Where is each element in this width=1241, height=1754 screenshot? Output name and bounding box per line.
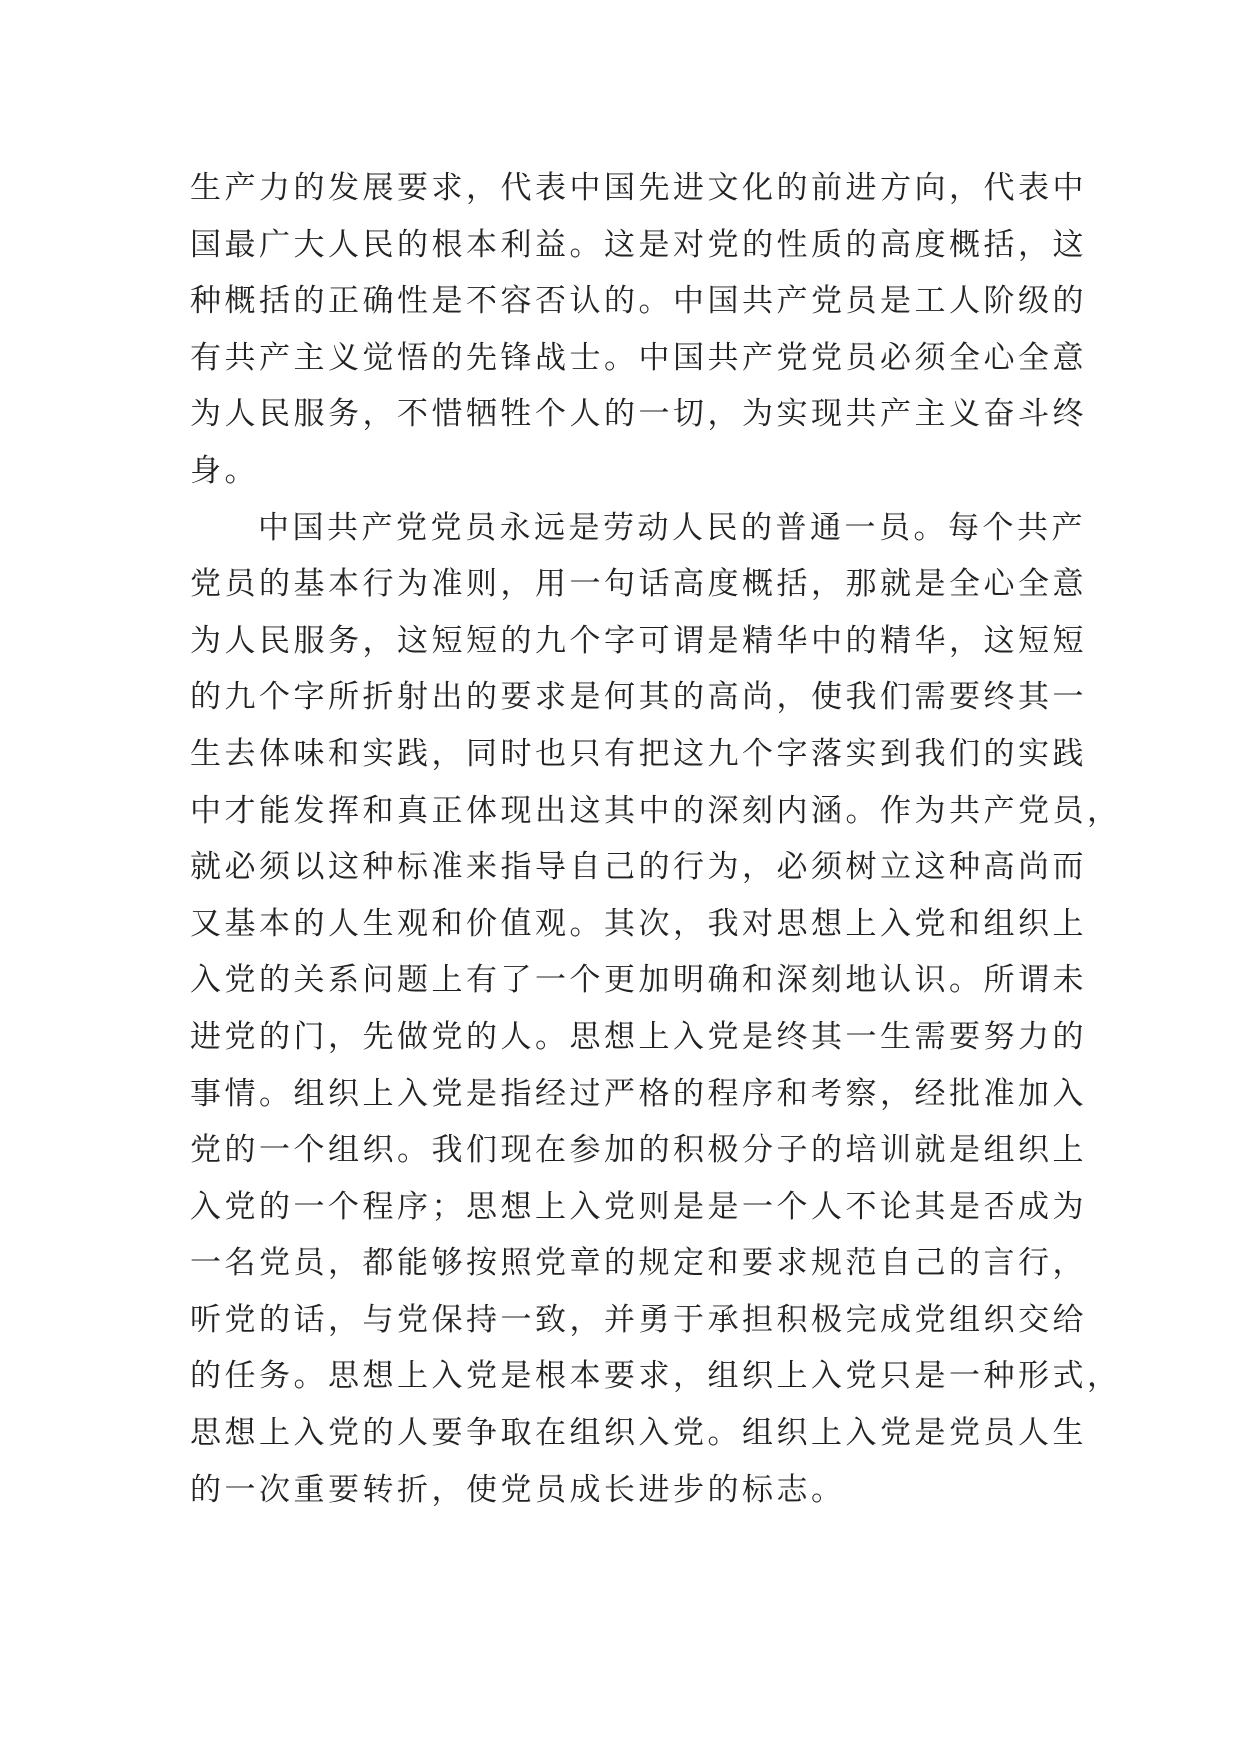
text-line: 为人民服务，这短短的九个字可谓是精华中的精华，这短短 <box>190 622 1087 659</box>
document-body <box>190 160 1122 1518</box>
text-line: 就必须以这种标准来指导自己的行为，必须树立这种高尚而 <box>190 849 1087 886</box>
text-line-indented: 中国共产党党员永远是劳动人民的普通一员。每个共产 <box>258 509 1086 546</box>
text-line: 生去体味和实践，同时也只有把这九个字落实到我们的实践 <box>190 735 1087 772</box>
text-line: 的一次重要转折，使党员成长进步的标志。 <box>190 1471 846 1508</box>
text-line: 事情。组织上入党是指经过严格的程序和考察，经批准加入 <box>190 1075 1087 1112</box>
text-line: 生产力的发展要求，代表中国先进文化的前进方向，代表中 <box>190 170 1087 206</box>
text-line: 入党的关系问题上有了一个更加明确和深刻地认识。所谓未 <box>190 962 1087 999</box>
text-line: 的任务。思想上入党是根本要求，组织上入党只是一种形式， <box>190 1358 1122 1395</box>
text-line: 有共产主义觉悟的先锋战士。中国共产党党员必须全心全意 <box>190 339 1087 376</box>
text-line: 一名党员，都能够按照党章的规定和要求规范自己的言行， <box>190 1245 1087 1282</box>
text-line: 种概括的正确性是不容否认的。中国共产党员是工人阶级的 <box>190 283 1087 320</box>
text-line: 又基本的人生观和价值观。其次，我对思想上入党和组织上 <box>190 905 1087 942</box>
text-line: 党员的基本行为准则，用一句话高度概括，那就是全心全意 <box>190 566 1087 603</box>
text-line: 中才能发挥和真正体现出这其中的深刻内涵。作为共产党员， <box>190 792 1122 829</box>
text-line: 入党的一个程序；思想上入党则是是一个人不论其是否成为 <box>190 1188 1087 1225</box>
text-line: 国最广大人民的根本利益。这是对党的性质的高度概括，这 <box>190 226 1087 263</box>
text-line: 为人民服务，不惜牺牲个人的一切，为实现共产主义奋斗终 <box>190 396 1087 433</box>
text-line: 听党的话，与党保持一致，并勇于承担积极完成党组织交给 <box>190 1301 1087 1338</box>
text-line: 进党的门，先做党的人。思想上入党是终其一生需要努力的 <box>190 1018 1087 1055</box>
text-line: 身。 <box>190 452 259 489</box>
text-line: 思想上入党的人要争取在组织入党。组织上入党是党员人生 <box>190 1415 1087 1452</box>
paragraph-2 <box>190 500 1122 1519</box>
text-line: 党的一个组织。我们现在参加的积极分子的培训就是组织上 <box>190 1132 1087 1169</box>
text-line: 的九个字所折射出的要求是何其的高尚，使我们需要终其一 <box>190 679 1087 716</box>
paragraph-1 <box>190 160 1087 500</box>
